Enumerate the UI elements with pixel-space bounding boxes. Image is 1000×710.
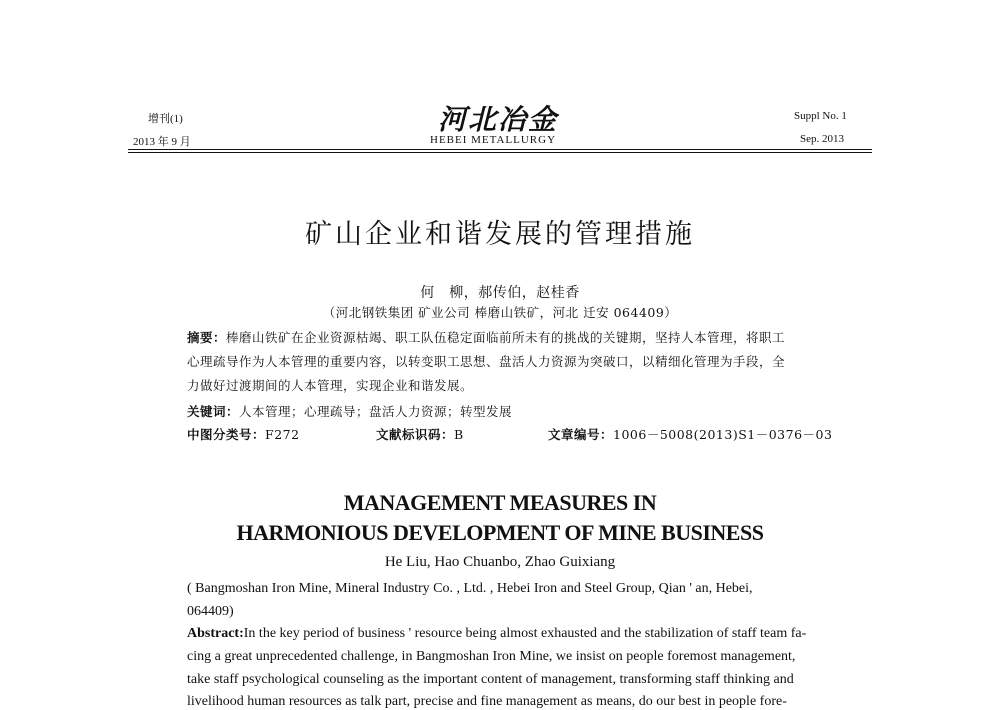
- issue-date-cn: 2013 年 9 月: [133, 136, 191, 148]
- journal-title-cn: 河北冶金: [438, 103, 559, 136]
- abstract-en-line-2: cing a great unprecedented challenge, in Bangmoshan Iron Mine, we insist on people foremost management,: [187, 649, 796, 664]
- abstract-label-en: Abstract:: [187, 626, 244, 641]
- authors-cn: 何 柳，郝传伯，赵桂香: [420, 285, 580, 301]
- document-code-label: 文献标识码：: [376, 427, 455, 442]
- abstract-en-line-4: livelihood human resources as talk part, precise and fine management as means, do our best in people fore-: [187, 694, 787, 709]
- header-rule-bottom: [128, 152, 872, 153]
- abstract-cn-line-1: [187, 328, 785, 346]
- document-code: [376, 425, 464, 443]
- abstract-en-line-3: take staff psychological counseling as the important content of management, transforming staff thinking and: [187, 672, 794, 687]
- affiliation-en-line-2: 064409): [187, 604, 234, 619]
- clc-value: F272: [265, 427, 300, 442]
- header-rule-top: [128, 149, 872, 150]
- keywords-cn: [187, 402, 512, 420]
- issue-date-en: Sep. 2013: [800, 133, 844, 145]
- article-title-en-line-2: HARMONIOUS DEVELOPMENT OF MINE BUSINESS: [236, 520, 764, 545]
- keywords-cn-text: 人本管理；心理疏导；盘活人力资源；转型发展: [239, 404, 513, 419]
- article-title-en-line-1: MANAGEMENT MEASURES IN: [343, 490, 657, 515]
- abstract-label-cn: 摘要：: [187, 330, 227, 345]
- document-code-value: B: [454, 427, 464, 442]
- journal-title-en: HEBEI METALLURGY: [430, 134, 557, 146]
- supplement-label-en: Suppl No. 1: [794, 110, 847, 122]
- clc-label: 中图分类号：: [187, 427, 266, 442]
- clc-number: [187, 425, 300, 443]
- article-number-value: 1006－5008(2013)S1－0376－03: [613, 427, 833, 442]
- supplement-label-cn: 增刊(1): [148, 113, 183, 125]
- abstract-cn-line-3: 力做好过渡期间的人本管理，实现企业和谐发展。: [187, 378, 474, 393]
- affiliation-cn: （河北钢铁集团 矿业公司 棒磨山铁矿，河北 迁安 064409）: [322, 305, 678, 320]
- article-number-label: 文章编号：: [548, 427, 614, 442]
- abstract-en-line-1: [187, 626, 806, 642]
- article-number: [548, 425, 832, 443]
- abstract-en-text-1: In the key period of business ' resource being almost exhausted and the stabilization of staff team fa-: [243, 626, 807, 641]
- authors-en: He Liu, Hao Chuanbo, Zhao Guixiang: [384, 554, 616, 570]
- abstract-cn-line-2: 心理疏导作为人本管理的重要内容，以转变职工思想、盘活人力资源为突破口，以精细化管理为手段，全: [187, 354, 786, 369]
- abstract-cn-text-1: 棒磨山铁矿在企业资源枯竭、职工队伍稳定面临前所未有的挑战的关键期，坚持人本管理，将职工: [226, 330, 786, 345]
- article-title-cn: 矿山企业和谐发展的管理措施: [305, 219, 695, 250]
- keywords-label-cn: 关键词：: [187, 404, 240, 419]
- affiliation-en-line-1: ( Bangmoshan Iron Mine, Mineral Industry Co. , Ltd. , Hebei Iron and Steel Group, Qian ' an, Hebei,: [187, 581, 753, 596]
